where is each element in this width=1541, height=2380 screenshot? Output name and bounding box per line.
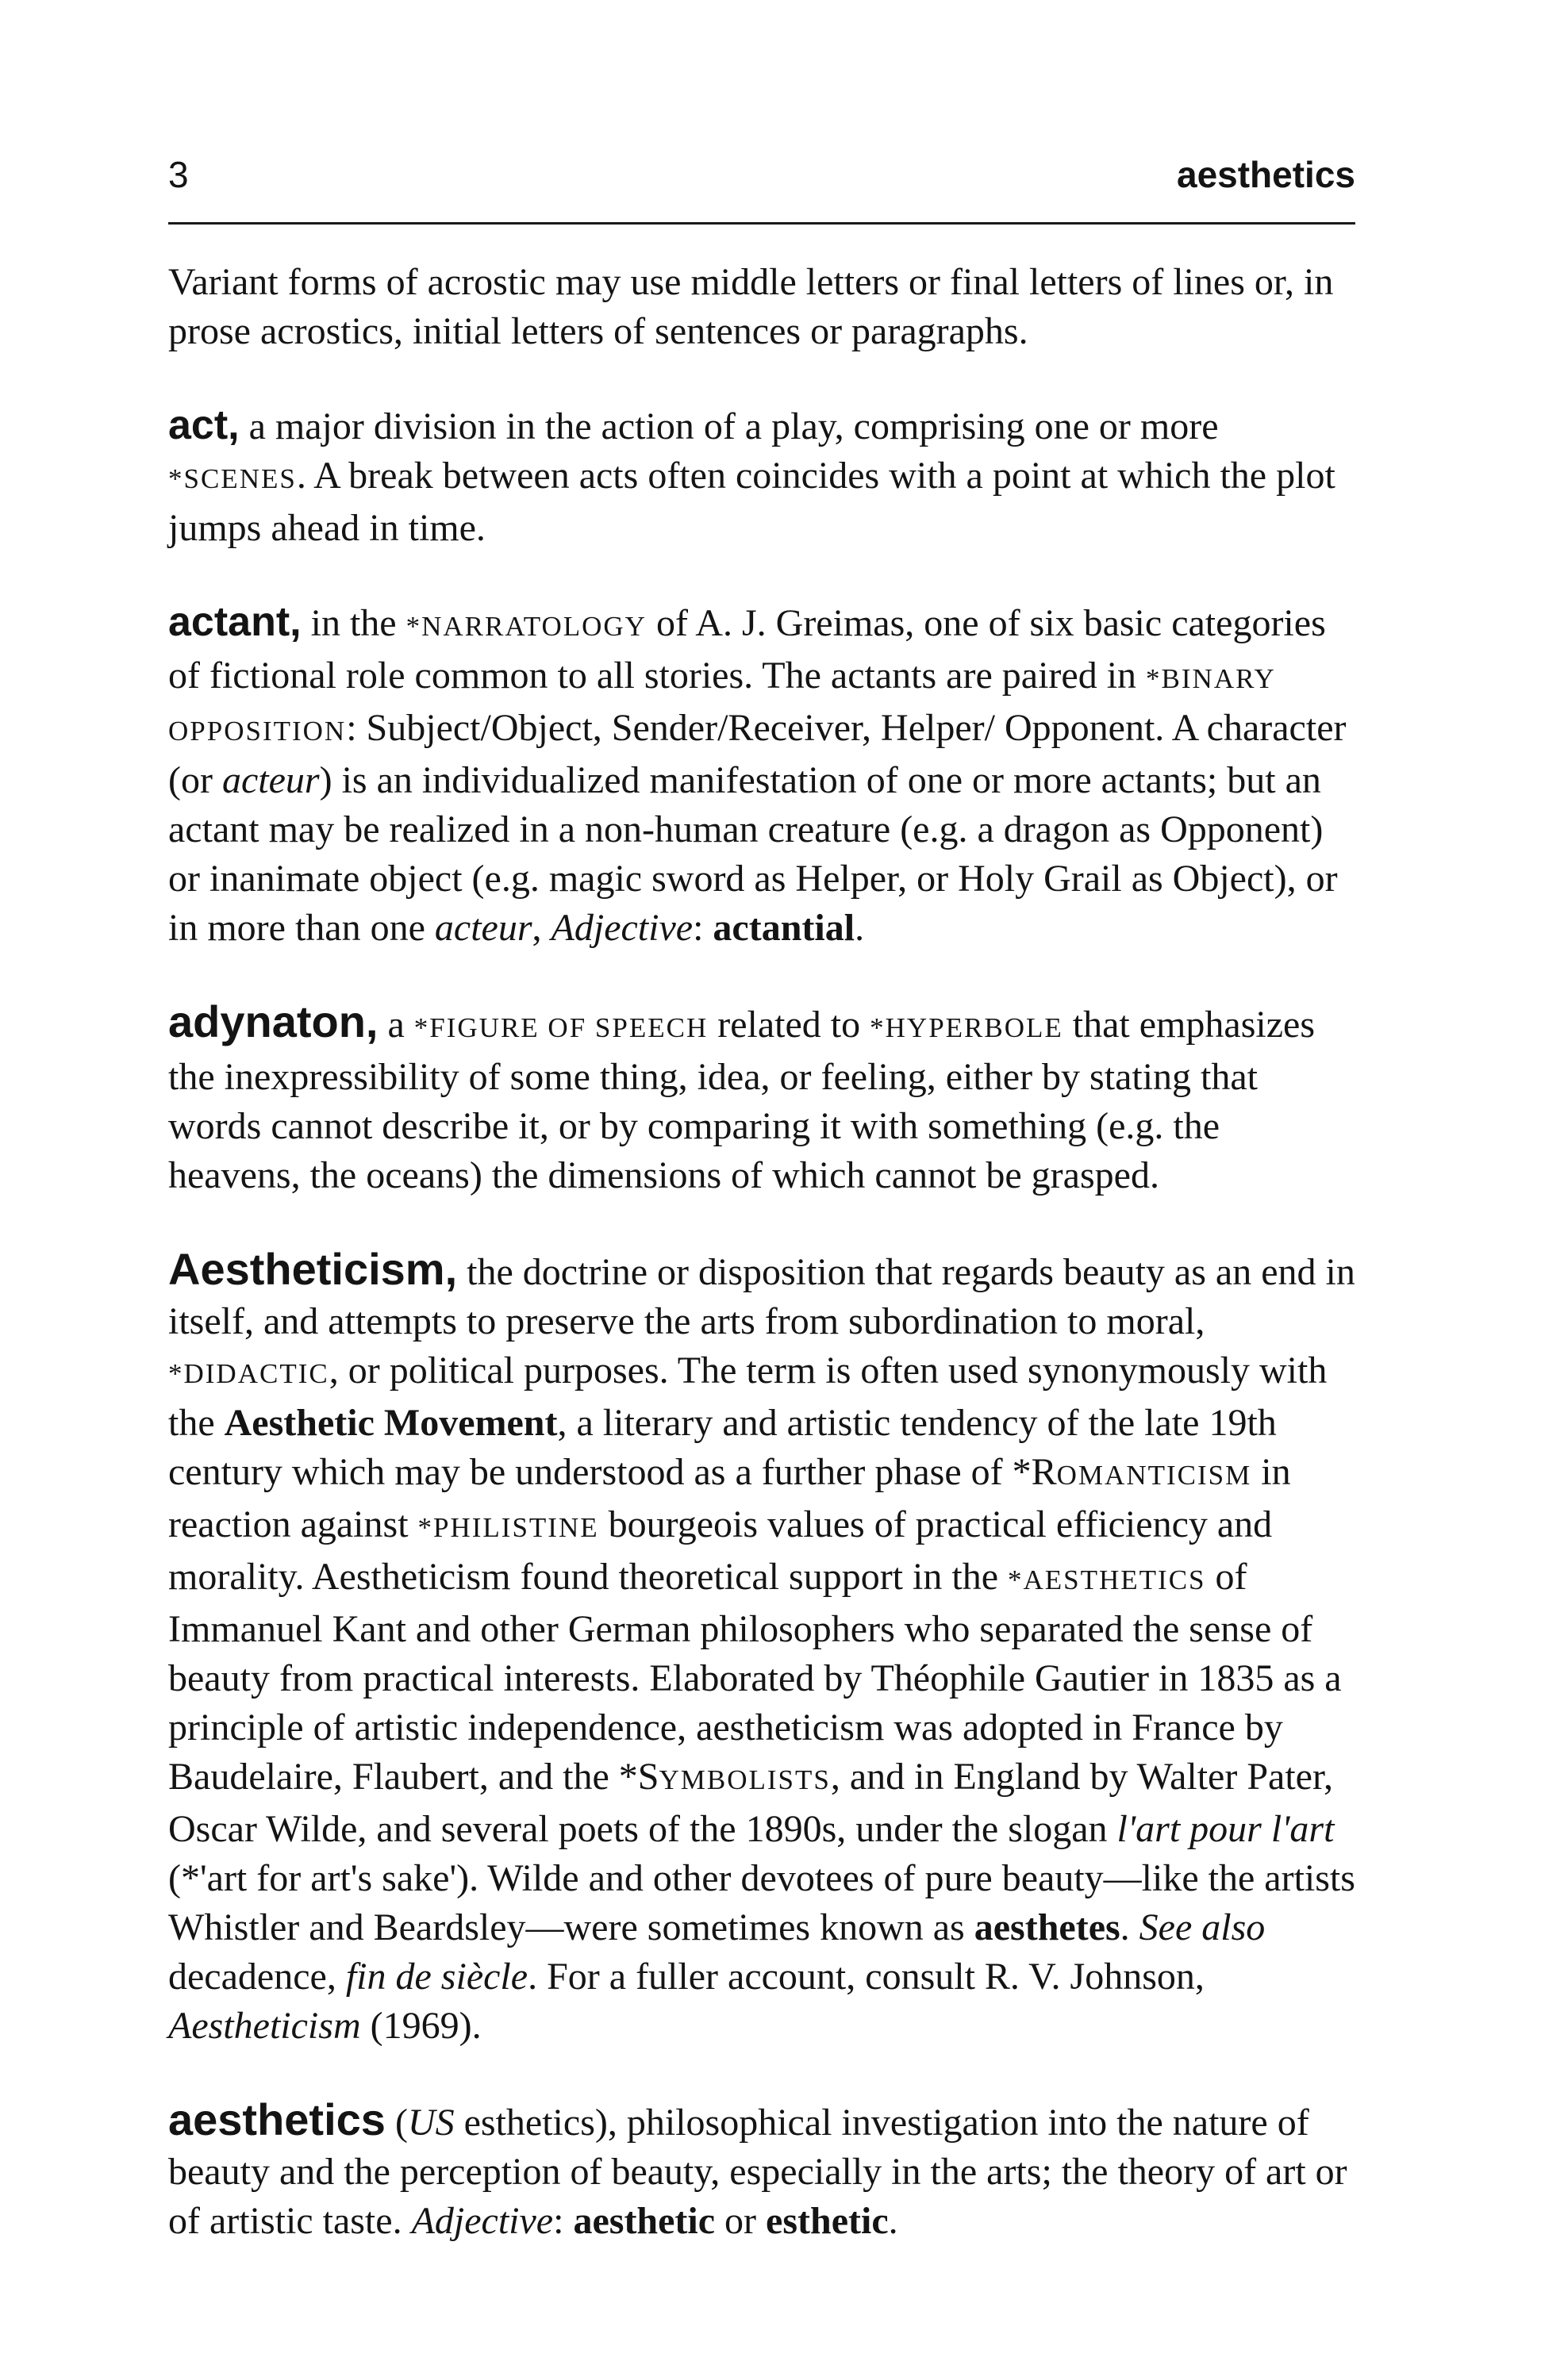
cross-reference: *BINARY OPPOSITION [168, 663, 1275, 747]
entry-text: ( [385, 2102, 408, 2144]
headword: actant, [168, 599, 302, 645]
entry-text: , a literary and artistic tendency of the late 19th century which may be understood as a further phase of [168, 1402, 1277, 1493]
entry-text: . A break between acts often coincides with a point at which the plot jumps ahead in time. [168, 455, 1335, 549]
book-title: Aestheticism [168, 2005, 361, 2047]
cross-reference-rest: YMBOLISTS [659, 1764, 831, 1795]
italic-label: Adjective [551, 907, 694, 949]
entry-text: a [378, 1004, 414, 1046]
entry-act [168, 401, 1355, 553]
cross-reference: *NARRATOLOGY [405, 611, 647, 642]
entry-text: bourgeois values of practical efficiency and morality. Aestheticism found theoretical support in the [168, 1503, 1273, 1598]
entry-text: of Immanuel Kant and other German philosophers who separated the sense of beauty from practical interests. Elaborated by Théophile Gautier in 1835 as a principle of artistic independence, aestheticism was adopted in France by Baudelaire, Flaubert, and the [168, 1556, 1342, 1798]
entry-text: . For a fuller account, consult R. V. Johnson, [528, 1956, 1205, 1998]
italic-term: acteur [434, 907, 532, 949]
bold-term: Aesthetic Movement [224, 1402, 558, 1444]
cross-reference: *DIDACTIC [168, 1358, 329, 1389]
entry-text: the doctrine or disposition that regards beauty as an end in itself, and attempts to preserve the arts from subordination to moral, [168, 1251, 1355, 1342]
entry-text: : [693, 907, 713, 949]
italic-term: l'art pour l'art [1116, 1808, 1335, 1850]
entry-text: (*'art for art's sake'). Wilde and other devotees of pure beauty—like the artists Whistler and Beardsley—were sometimes known as [168, 1857, 1355, 1948]
entry-text: , [532, 907, 551, 949]
entry-text: . [888, 2200, 898, 2242]
italic-term: acteur [221, 759, 320, 801]
entry-text: esthetics), philosophical investigation into the nature of beauty and the perception of beauty, especially in the arts; the theory of art or of artistic taste. [168, 2102, 1347, 2242]
derived-form: esthetic [766, 2200, 889, 2242]
cross-reference: *SCENES [168, 463, 297, 494]
entry-text: ) is an individualized manifestation of one or more actants; but an actant may be realized in a non-human creature (e.g. a dragon as Opponent) or inanimate object (e.g. magic sword as Helper, or Holy Grail as Object), or in more than one [168, 759, 1338, 949]
entry-text: . [1120, 1906, 1139, 1948]
entry-text: decadence, [168, 1956, 346, 1998]
headword: adynaton, [168, 996, 379, 1046]
cross-reference-rest: OMANTICISM [1056, 1460, 1252, 1491]
cross-reference: *PHILISTINE [417, 1512, 599, 1543]
continuation-paragraph: Variant forms of acrostic may use middle letters or final letters of lines or, in prose acrostics, initial letters of sentences or paragraphs. [168, 261, 1334, 352]
headword: act, [168, 402, 240, 448]
entry-actant [168, 597, 1355, 953]
entry-text: of A. J. Greimas, one of six basic categories of fictional role common to all stories. The actants are paired in [168, 602, 1326, 697]
entry-text: (1969). [360, 2005, 482, 2047]
entry-text: that emphasizes the inexpressibility of some thing, idea, or feeling, either by stating that words cannot describe it, or by comparing it with something (e.g. the heavens, the oceans) the dimensions of which cannot be grasped. [168, 1004, 1315, 1196]
headword: aesthetics [168, 2094, 386, 2144]
page-header [168, 151, 1355, 225]
bold-term: aesthetes [974, 1906, 1120, 1948]
derived-form: actantial [713, 907, 855, 949]
entry-adynaton [168, 997, 1355, 1200]
italic-label: US [407, 2102, 455, 2144]
entry-text: . [855, 907, 865, 949]
headword: Aestheticism, [168, 1244, 458, 1294]
cross-reference: *AESTHETICS [1008, 1564, 1206, 1595]
derived-form: aesthetic [573, 2200, 716, 2242]
italic-term: fin de siècle [345, 1956, 528, 1998]
entry-text: , or political purposes. The term is often used synonymously with the [168, 1349, 1328, 1444]
italic-label: Adjective [411, 2200, 554, 2242]
entry-text: : [553, 2200, 574, 2242]
entry-text: a major division in the action of a play, comprising one or more [239, 405, 1219, 447]
see-also-label: See also [1139, 1906, 1266, 1948]
cross-reference: *FIGURE OF SPEECH [413, 1012, 709, 1043]
cross-reference-initial: *R [1012, 1451, 1057, 1493]
page-number: 3 [168, 154, 189, 195]
cross-reference-initial: *S [618, 1756, 659, 1798]
running-head: aesthetics [1176, 154, 1355, 195]
entry-text: , and in England by Walter Pater, Oscar Wilde, and several poets of the 1890s, under the slogan [168, 1756, 1334, 1850]
entry-text: in the [301, 602, 406, 644]
entry-text: : Subject/Object, Sender/Receiver, Helper/ Opponent. A character (or [168, 707, 1347, 801]
entry-text: related to [708, 1004, 870, 1046]
cross-reference [618, 1756, 831, 1798]
cross-reference: *HYPERBOLE [870, 1012, 1063, 1043]
page-body [168, 258, 1355, 2246]
entry-text: in reaction against [168, 1451, 1291, 1545]
entry-text: or [715, 2200, 767, 2242]
entry-aestheticism [168, 1245, 1355, 2051]
cross-reference [1012, 1451, 1252, 1493]
entry-aesthetics [168, 2095, 1355, 2246]
